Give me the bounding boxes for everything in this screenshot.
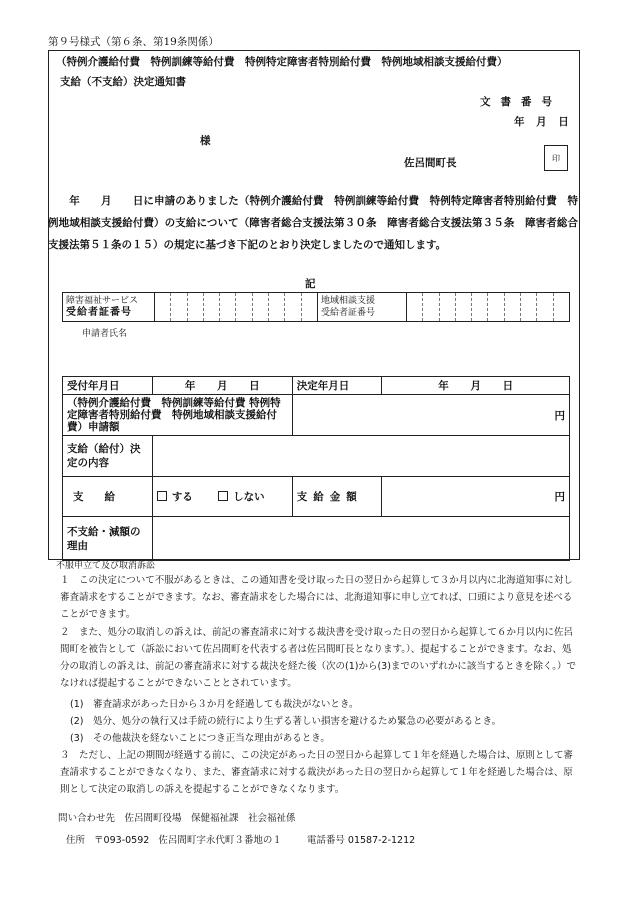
date-row: [63, 377, 570, 395]
consultation-certificate-label-line2: 受給者証番号: [321, 308, 376, 318]
digit-box[interactable]: [220, 293, 236, 321]
digit-box[interactable]: [171, 293, 187, 321]
non-payment-reason-label: 不支給・減額の理由: [63, 517, 153, 561]
appeal-clause-2: ２ また、処分の取消しの訴えは、前記の審査請求に対する裁決書を受け取った日の翌日から起算して６か月以内に佐呂間町を被告として（訴訟において佐呂間町を代表する者は佐呂間町長となります。）、提起することができます。なお、処分の取消しの訴えは、前記の審査請求に対する裁決を経た後（次の(1)から(3)までのいずれかに該当するときを除く。）でなければ提起することができないこととされています。: [60, 627, 576, 689]
checkbox-no[interactable]: [218, 491, 228, 501]
appeal-section-title: 不服申立て及び取消訴訟: [56, 561, 156, 571]
consultation-certificate-label: [317, 293, 407, 321]
digit-box[interactable]: [269, 293, 285, 321]
digit-box[interactable]: [505, 293, 521, 321]
payment-amount-field[interactable]: 円: [382, 477, 570, 517]
decision-table: [62, 376, 570, 561]
seal-box: 印: [544, 145, 568, 171]
digit-box[interactable]: [488, 293, 504, 321]
amount-row: [63, 395, 570, 436]
service-certificate-label: [63, 293, 155, 321]
postal-code: 〒093-0592: [94, 835, 150, 846]
issuer-name: 佐呂間町長: [404, 157, 457, 169]
addressee-suffix: 様: [200, 135, 211, 147]
ki-heading: 記: [305, 278, 316, 290]
consultation-certificate-label-line1: 地域相談支援: [321, 296, 376, 306]
digit-box[interactable]: [204, 293, 220, 321]
appeal-clause-3: ３ ただし、上記の期間が経過する前に、この決定があった日の翌日から起算して１年を経過した場合は、原則として審査請求することができなくなり、また、審査請求に対する裁決があった日の翌日から起算して１年を経過した場合は、原則として決定の取消しの訴えを提起することができなくなります。: [60, 750, 573, 795]
payment-options: [152, 477, 292, 517]
document-date-label: 年 月 日: [514, 116, 569, 128]
consultation-certificate-digits: [407, 293, 569, 321]
payment-row: [63, 477, 570, 517]
digit-box[interactable]: [188, 293, 204, 321]
digit-box[interactable]: [407, 293, 423, 321]
non-payment-reason-field[interactable]: [152, 517, 569, 561]
address-label: 住所: [66, 835, 86, 846]
checkbox-yes[interactable]: [157, 491, 167, 501]
digit-box[interactable]: [440, 293, 456, 321]
decision-content-label: 支給（給付）決定の内容: [63, 436, 153, 477]
option-no-label: しない: [233, 491, 265, 503]
service-certificate-label-line1: 障害福祉サービス: [66, 296, 139, 306]
application-amount-label: （特例介護給付費 特例訓練等給付費 特例特定障害者特別給付費 特例地域相談支援給付費）申請額: [63, 395, 293, 436]
option-yes-label: する: [171, 491, 193, 503]
receipt-date-label: 受付年月日: [63, 377, 153, 395]
decision-content-field[interactable]: [152, 436, 569, 477]
document-number-label: 文書番号: [480, 96, 562, 108]
application-amount-field[interactable]: 円: [292, 395, 569, 436]
payment-label: 支 給: [63, 477, 153, 517]
digit-box[interactable]: [521, 293, 537, 321]
applicant-name-label: 申請者氏名: [82, 329, 128, 339]
digit-box[interactable]: [253, 293, 269, 321]
appeal-sub-clause-1: (1) 審査請求があった日から３か月を経過しても裁決がないとき。: [70, 699, 359, 710]
certificate-number-row: [62, 292, 570, 322]
appeal-sub-clause-3: (3) その他裁決を経ないことにつき正当な理由があるとき。: [70, 733, 330, 744]
reason-row: [63, 517, 570, 561]
decision-date-label: 決定年月日: [292, 377, 382, 395]
payment-amount-label: 支給金額: [292, 477, 382, 517]
contact-address: [66, 832, 421, 846]
digit-box[interactable]: [423, 293, 439, 321]
appeal-clause-1: １ この決定について不服があるときは、この通知書を受け取った日の翌日から起算して３か月以内に北海道知事に対し審査請求をすることができます。なお、審査請求をした場合には、北海道知事に申し立てれば、口頭により意見を述べることができます。: [60, 575, 573, 620]
digit-box[interactable]: [285, 293, 301, 321]
digit-box[interactable]: [554, 293, 569, 321]
address-text: 佐呂間町字永代町３番地の１: [158, 835, 282, 846]
benefit-types-line: （特例介護給付費 特例訓練等給付費 特例特定障害者特別給付費 特例地域相談支援給付費）: [56, 56, 508, 68]
digit-box[interactable]: [537, 293, 553, 321]
digit-box[interactable]: [302, 293, 317, 321]
decision-date-field[interactable]: 年 月 日: [382, 377, 570, 395]
digit-box[interactable]: [155, 293, 171, 321]
service-certificate-digits: [155, 293, 317, 321]
digit-box[interactable]: [472, 293, 488, 321]
content-row: [63, 436, 570, 477]
receipt-date-field[interactable]: 年 月 日: [152, 377, 292, 395]
contact-office: 問い合わせ先 佐呂間町役場 保健福祉課 社会福祉係: [58, 813, 296, 824]
digit-box[interactable]: [456, 293, 472, 321]
service-certificate-label-line2: 受給者証番号: [66, 307, 132, 318]
form-number: 第９号様式（第６条、第19条関係）: [48, 36, 219, 48]
digit-box[interactable]: [236, 293, 252, 321]
notice-body-text: 年 月 日に申請のありました（特例介護給付費 特例訓練等給付費 特例特定障害者特別給付費 特例地域相談支援給付費）の支給について（障害者総合支援法第３０条 障害者総合支援法第３５条 障害者総合支援法第５１条の１５）の規定に基づき下記のとおり決定しましたので通知します。: [48, 195, 578, 251]
notice-title: 支給（不支給）決定通知書: [60, 76, 186, 88]
appeal-sub-clause-2: (2) 処分、処分の執行又は手続の続行により生ずる著しい損害を避けるため緊急の必要があるとき。: [70, 716, 502, 727]
phone-number: 電話番号 01587-2-1212: [306, 835, 416, 846]
